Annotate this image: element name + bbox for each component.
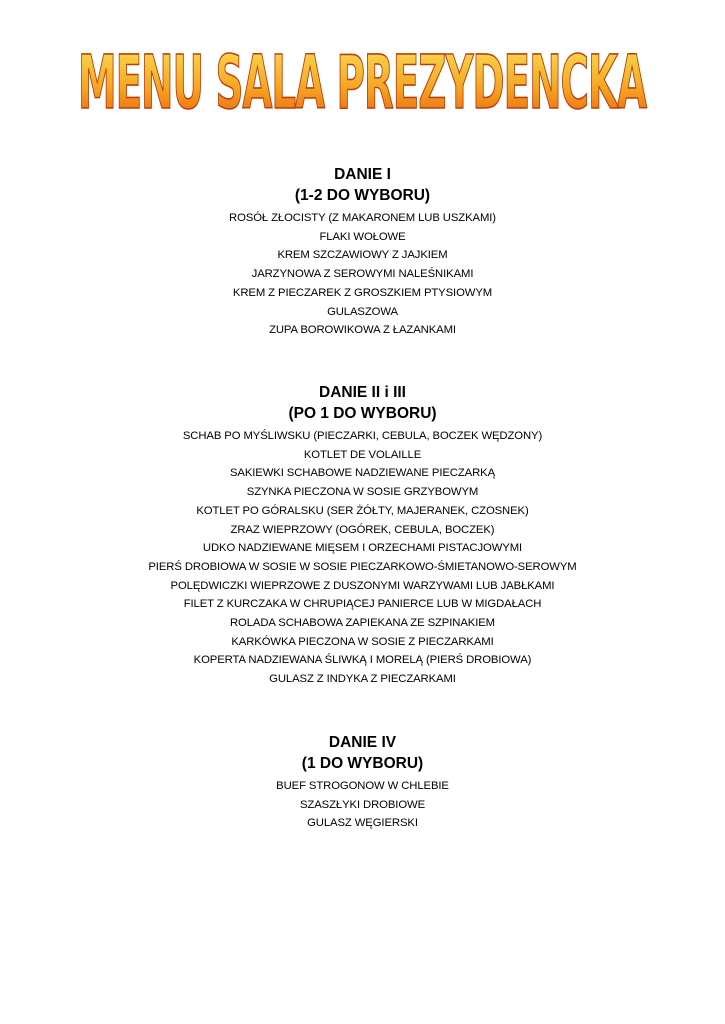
section-danie-4 <box>0 732 725 833</box>
section-danie-2-3 <box>0 382 725 689</box>
dish-list <box>0 209 725 340</box>
list-item: POLĘDWICZKI WIEPRZOWE Z DUSZONYMI WARZYWAMI LUB JABŁKAMI <box>170 579 555 592</box>
list-item: GULASZ WĘGIERSKI <box>307 817 418 830</box>
section-heading: DANIE IV <box>328 734 397 751</box>
list-item: BUEF STROGONOW W CHLEBIE <box>276 780 449 792</box>
section-subheading: (PO 1 DO WYBORU) <box>288 405 437 422</box>
list-item: ZUPA BOROWIKOWA Z ŁAZANKAMI <box>269 324 456 337</box>
list-item: SCHAB PO MYŚLIWSKU (PIECZARKI, CEBULA, BOCZEK WĘDZONY) <box>182 430 543 442</box>
menu-title-banner <box>0 30 725 120</box>
list-item: ZRAZ WIEPRZOWY (OGÓREK, CEBULA, BOCZEK) <box>230 523 495 536</box>
list-item: UDKO NADZIEWANE MIĘSEM I ORZECHAMI PISTACJOWYMI <box>202 542 523 555</box>
section-heading: DANIE I <box>334 166 391 183</box>
list-item: GULASZOWA <box>327 305 398 318</box>
menu-title-wordart <box>0 30 725 120</box>
list-item: ROSÓŁ ZŁOCISTY (Z MAKARONEM LUB USZKAMI) <box>229 212 496 224</box>
list-item: KOTLET DE VOLAILLE <box>303 448 422 461</box>
section-subheading: (1-2 DO WYBORU) <box>294 187 431 204</box>
page-title: MENU SALA PREZYDENCKA <box>78 40 647 120</box>
list-item: FLAKI WOŁOWE <box>319 230 406 243</box>
section-heading: DANIE II i III <box>319 384 406 401</box>
list-item: SZYNKA PIECZONA W SOSIE GRZYBOWYM <box>246 486 479 499</box>
list-item: ROLADA SCHABOWA ZAPIEKANA ZE SZPINAKIEM <box>230 617 495 630</box>
list-item: KOPERTA NADZIEWANA ŚLIWKĄ I MORELĄ (PIERŚ DROBIOWA) <box>193 654 532 667</box>
list-item: KREM SZCZAWIOWY Z JAJKIEM <box>277 249 448 262</box>
list-item: JARZYNOWA Z SEROWYMI NALEŚNIKAMI <box>251 268 474 281</box>
section-danie-1 <box>0 164 725 340</box>
section-subheading: (1 DO WYBORU) <box>301 755 424 772</box>
list-item: FILET Z KURCZAKA W CHRUPIĄCEJ PANIERCE LUB W MIGDAŁACH <box>183 598 542 611</box>
list-item: KREM Z PIECZAREK Z GROSZKIEM PTYSIOWYM <box>232 286 493 299</box>
list-item: SAKIEWKI SCHABOWE NADZIEWANE PIECZARKĄ <box>229 467 496 480</box>
list-item: GULASZ Z INDYKA Z PIECZARKAMI <box>269 673 456 686</box>
dish-list <box>0 777 725 833</box>
list-item: KOTLET PO GÓRALSKU (SER ŻÓŁTY, MAJERANEK, CZOSNEK) <box>196 504 529 517</box>
list-item: PIERŚ DROBIOWA W SOSIE W SOSIE PIECZARKOWO-ŚMIETANOWO-SEROWYM <box>148 560 577 573</box>
dish-list <box>0 427 725 689</box>
list-item: KARKÓWKA PIECZONA W SOSIE Z PIECZARKAMI <box>231 635 494 648</box>
list-item: SZASZŁYKI DROBIOWE <box>300 798 425 811</box>
